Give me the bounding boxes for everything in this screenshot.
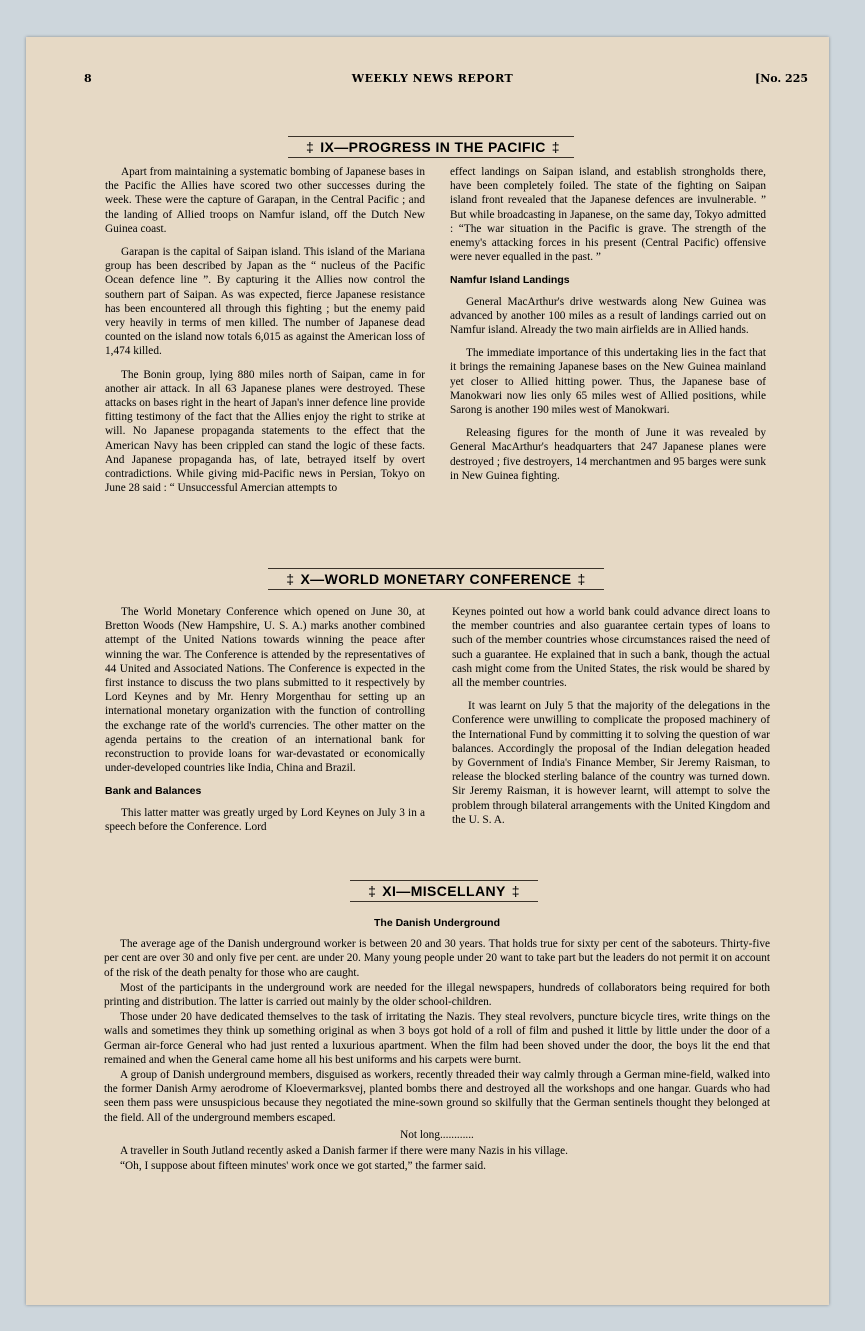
section-9-right-column (450, 165, 766, 492)
paragraph: Garapan is the capital of Saipan island. This island of the Mariana group has been described by Japan as the “ nucleus of the Pacific Ocean defence line ”. By capturing it the Allies now control the southern part of Saipan. As was expected, fierce Japanese resistance has been encountered all through this fighting ; but the enemy paid very heavily in terms of men killed. The number of Japanese dead counted on the island now totals 6,015 as against the American loss of 1,474 killed. (105, 246, 425, 358)
paragraph: Most of the participants in the underground work are needed for the illegal newspapers, hundreds of collaborators being required for both printing and distribution. The latter is carried out mainly by the older school-children. (104, 981, 770, 1009)
section-11-heading (350, 880, 538, 902)
subheading: The Danish Underground (374, 917, 500, 929)
paragraph: Keynes pointed out how a world bank could advance direct loans to the member countries and also guarantee certain types of loans to such of the member countries whose circumstances raised the need of such a guarantee. He explained that in such a bank, though the actual cash might come from the United States, the risk would be shared by all the member countries. (452, 606, 770, 690)
section-11-title: XI—MISCELLANY (382, 883, 506, 899)
page-number: 8 (84, 72, 92, 85)
issue-number: [No. 225 (755, 72, 809, 85)
paragraph: effect landings on Saipan island, and establish strongholds there, have been completely foiled. The state of the fighting on Saipan island front revealed that the Japanese defences are invulnerable. ” But while broadcasting in Japanese, on the same day, Tokyo admitted : “The war situation in the Pacific is grave. The strength of the enemy's attacking forces in his present (Central Pacific) offensive were never equalled in the past. ” (450, 166, 766, 264)
paragraph: Those under 20 have dedicated themselves to the task of irritating the Nazis. They steal revolvers, puncture bicycle tires, write things on the walls and sometimes they think up something original as when 3 boys got hold of a roll of film and pushed it little by little under the door of a German air-force General who had just rented a luxurious apartment. When the film had been shoved under the door, the boys lit the end that remained and when the General came home all his best uniforms and his carpets were burnt. (104, 1011, 770, 1066)
dagger-icon: ‡ (368, 883, 377, 899)
section-10-title: X—WORLD MONETARY CONFERENCE (300, 571, 572, 587)
paragraph: Releasing figures for the month of June it was revealed by General MacArthur's headquarters that 247 Japanese planes were destroyed ; five destroyers, 14 merchantmen and 95 barges were sunk in New Guinea fighting. (450, 427, 766, 482)
paragraph: The immediate importance of this undertaking lies in the fact that it brings the remaining Japanese bases on the New Guinea mainland yet closer to Allied hitting power. Thus, the Japanese base of Manokwari now lies only 65 miles west of Allied positions, while Sarong is another 190 miles west of Manokwari. (450, 347, 766, 417)
section-9-heading (288, 136, 574, 158)
paragraph: This latter matter was greatly urged by Lord Keynes on July 3 in a speech before the Conference. Lord (105, 806, 425, 833)
dagger-icon: ‡ (577, 571, 586, 587)
section-9-left-column (105, 165, 425, 504)
subheading: Namfur Island Landings (450, 274, 570, 287)
not-long-heading: Not long............ (400, 1128, 474, 1141)
paragraph: Apart from maintaining a systematic bombing of Japanese bases in the Pacific the Allies have scored two other successes during the week. These were the capture of Garapan, in the Central Pacific ; and the landing of Allied troops on Namfur island, off the Dutch New Guinea coast. (105, 166, 425, 235)
publication-title: WEEKLY NEWS REPORT (351, 72, 514, 85)
section-10-right-column (452, 605, 770, 836)
dagger-icon: ‡ (551, 139, 560, 155)
paragraph: A group of Danish underground members, disguised as workers, recently threaded their way calmly through a German mine-field, walked into the former Danish Army aerodrome of Kloevermarksvej, planted bombs there and destroyed all the workshops and one hangar. Guards who had seen them pass were unsuspicious because they negotiated the mine-sown ground so skilfully that the German sentinels thought they belonged at the field. All of the underground members escaped. (104, 1069, 770, 1124)
paragraph: A traveller in South Jutland recently asked a Danish farmer if there were many Nazis in his village. (120, 1145, 568, 1158)
dagger-icon: ‡ (511, 883, 520, 899)
dagger-icon: ‡ (286, 571, 295, 587)
paragraph: “Oh, I suppose about fifteen minutes' work once we got started,” the farmer said. (120, 1160, 486, 1173)
subheading: Bank and Balances (105, 785, 202, 798)
paragraph: It was learnt on July 5 that the majority of the delegations in the Conference were unwilling to complicate the proposed machinery of the International Fund by committing it to solving the question of war balances. Accordingly the proposal of the Indian delegation headed by Government of India's Finance Member, Sir Jeremy Raisman, to release the blocked sterling balance of the country was turned down. Sir Jeremy Raisman, it is however learnt, will attempt to solve the problem through bilateral arrangements with the United Kingdom and the U. S. A. (452, 700, 770, 826)
section-11-body (104, 910, 770, 1174)
section-9-title: IX—PROGRESS IN THE PACIFIC (320, 139, 546, 155)
paragraph: The World Monetary Conference which opened on June 30, at Bretton Woods (New Hampshire, U. S. A.) marks another combined attempt of the United Nations towards winning the peace after winning the war. The Conference is attended by the representatives of 44 United and Associated Nations. The Conference is expected in the first instance to discuss the two plans submitted to it respectively by Lord Keynes and by Mr. Henry Morgenthau for setting up an international monetary organization with the function of controlling the exchange rate of the world's currencies. The other matter on the agenda pertains to the creation of an international bank for reconstruction to provide loans for war-devastated or economically under-developed countries like India, China and Brazil. (105, 606, 425, 775)
section-10-left-column (105, 605, 425, 843)
dagger-icon: ‡ (306, 139, 315, 155)
paragraph: The Bonin group, lying 880 miles north of Saipan, came in for another air attack. In all 63 Japanese planes were destroyed. These attacks on bases right in the heart of Japan's inner defence line provide fitting testimony of the fact that the Allies enjoy the right to strike at will. No Japanese propaganda statements to the effect that the American Navy has been crippled can stand the logic of these facts. And Japanese propaganda has, of late, betrayed itself by overt contradictions. While giving mid-Pacific news in Persian, Tokyo on June 28 said : “ Unsuccessful Amercian attempts to (105, 368, 425, 495)
section-10-heading (268, 568, 604, 590)
paragraph: General MacArthur's drive westwards along New Guinea was advanced by another 100 miles as a result of landings carried out on Namfur island. Already the two main airfields are in Allied hands. (450, 295, 766, 337)
paragraph: The average age of the Danish underground worker is between 20 and 30 years. That holds true for sixty per cent of the saboteurs. Thirty-five per cent are over 30 and only five per cent. are under 20. Many young people under 20 want to take part but the leaders do not permit it on account of the risk of the death penalty for those who are caught. (104, 938, 770, 979)
